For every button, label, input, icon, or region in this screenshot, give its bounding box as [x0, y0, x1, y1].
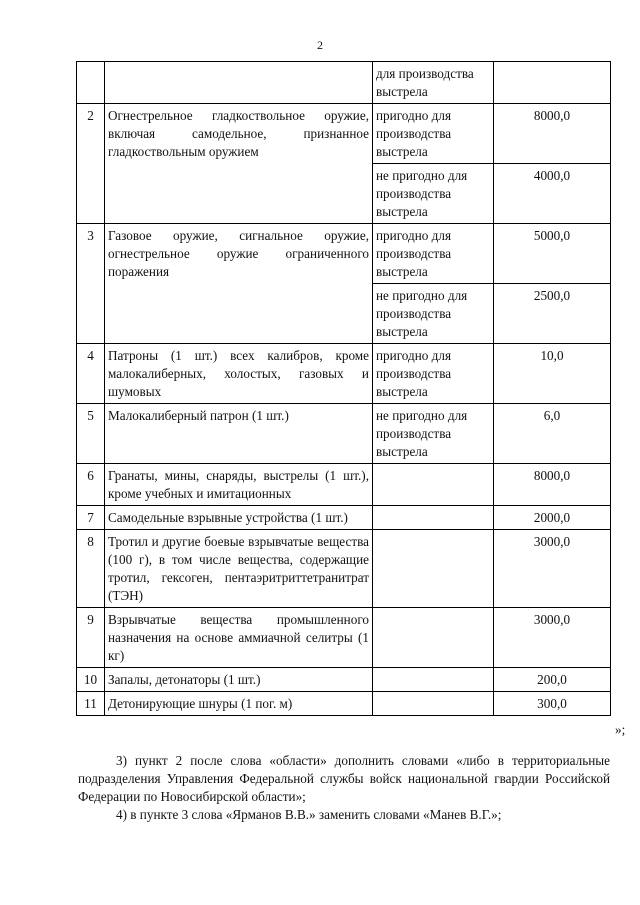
- item-condition: для производства выстрела: [373, 62, 494, 104]
- item-condition: [373, 506, 494, 530]
- table-row: [77, 224, 611, 284]
- item-value: 2000,0: [494, 506, 611, 530]
- table-row: [77, 668, 611, 692]
- item-condition: [373, 668, 494, 692]
- item-name: Тротил и другие боевые взрывчатые вещества (100 г), в том числе вещества, содержащие тротил, гексоген, пентаэритриттетранитрат (ТЭН): [105, 530, 373, 608]
- item-value: 300,0: [494, 692, 611, 716]
- item-condition: [373, 530, 494, 608]
- row-number: 5: [77, 404, 105, 464]
- item-value: 8000,0: [494, 104, 611, 164]
- item-condition: [373, 464, 494, 506]
- item-name: Малокалиберный патрон (1 шт.): [105, 404, 373, 464]
- item-condition: не пригодно для производства выстрела: [373, 164, 494, 224]
- row-number: [77, 62, 105, 104]
- item-name: Самодельные взрывные устройства (1 шт.): [105, 506, 373, 530]
- item-condition: [373, 608, 494, 668]
- item-name: Патроны (1 шт.) всех калибров, кроме малокалиберных, холостых, газовых и шумовых: [105, 344, 373, 404]
- table-row: [77, 404, 611, 464]
- table-row: [77, 506, 611, 530]
- table-row: [77, 464, 611, 506]
- item-condition: [373, 692, 494, 716]
- item-value: 6,0: [494, 404, 611, 464]
- item-name: Взрывчатые вещества промышленного назначения на основе аммиачной селитры (1 кг): [105, 608, 373, 668]
- item-name: Огнестрельное гладкоствольное оружие, включая самодельное, признанное гладкоствольным оружием: [105, 104, 373, 224]
- item-name: Газовое оружие, сигнальное оружие, огнестрельное оружие ограниченного поражения: [105, 224, 373, 344]
- item-condition: пригодно для производства выстрела: [373, 224, 494, 284]
- row-number: 11: [77, 692, 105, 716]
- item-name: Детонирующие шнуры (1 пог. м): [105, 692, 373, 716]
- row-number: 2: [77, 104, 105, 224]
- item-value: 5000,0: [494, 224, 611, 284]
- item-condition: пригодно для производства выстрела: [373, 344, 494, 404]
- item-value: [494, 62, 611, 104]
- paragraph-3: 3) пункт 2 после слова «области» дополнить словами «либо в территориальные подразделения Управления Федеральной службы войск национальной гвардии Российской Федерации по Новосибирской области»;: [78, 753, 610, 804]
- item-value: 4000,0: [494, 164, 611, 224]
- page-number: 2: [317, 38, 323, 52]
- item-condition: пригодно для производства выстрела: [373, 104, 494, 164]
- row-number: 10: [77, 668, 105, 692]
- item-name: [105, 62, 373, 104]
- row-number: 8: [77, 530, 105, 608]
- table-row: [77, 692, 611, 716]
- table-row: [77, 344, 611, 404]
- row-number: 7: [77, 506, 105, 530]
- item-value: 10,0: [494, 344, 611, 404]
- table-row: [77, 62, 611, 104]
- item-value: 3000,0: [494, 530, 611, 608]
- table-row: [77, 104, 611, 164]
- table-closing-quote: »;: [615, 722, 626, 737]
- item-value: 2500,0: [494, 284, 611, 344]
- table-row: [77, 608, 611, 668]
- item-condition: не пригодно для производства выстрела: [373, 404, 494, 464]
- row-number: 3: [77, 224, 105, 344]
- item-condition: не пригодно для производства выстрела: [373, 284, 494, 344]
- table-row: [77, 530, 611, 608]
- item-name: Гранаты, мины, снаряды, выстрелы (1 шт.), кроме учебных и имитационных: [105, 464, 373, 506]
- table-body: [77, 62, 611, 716]
- item-value: 3000,0: [494, 608, 611, 668]
- row-number: 9: [77, 608, 105, 668]
- item-name: Запалы, детонаторы (1 шт.): [105, 668, 373, 692]
- paragraph-4: 4) в пункте 3 слова «Ярманов В.В.» заменить словами «Манев В.Г.»;: [116, 807, 502, 822]
- item-value: 200,0: [494, 668, 611, 692]
- item-value: 8000,0: [494, 464, 611, 506]
- row-number: 6: [77, 464, 105, 506]
- fines-table: [76, 61, 611, 716]
- row-number: 4: [77, 344, 105, 404]
